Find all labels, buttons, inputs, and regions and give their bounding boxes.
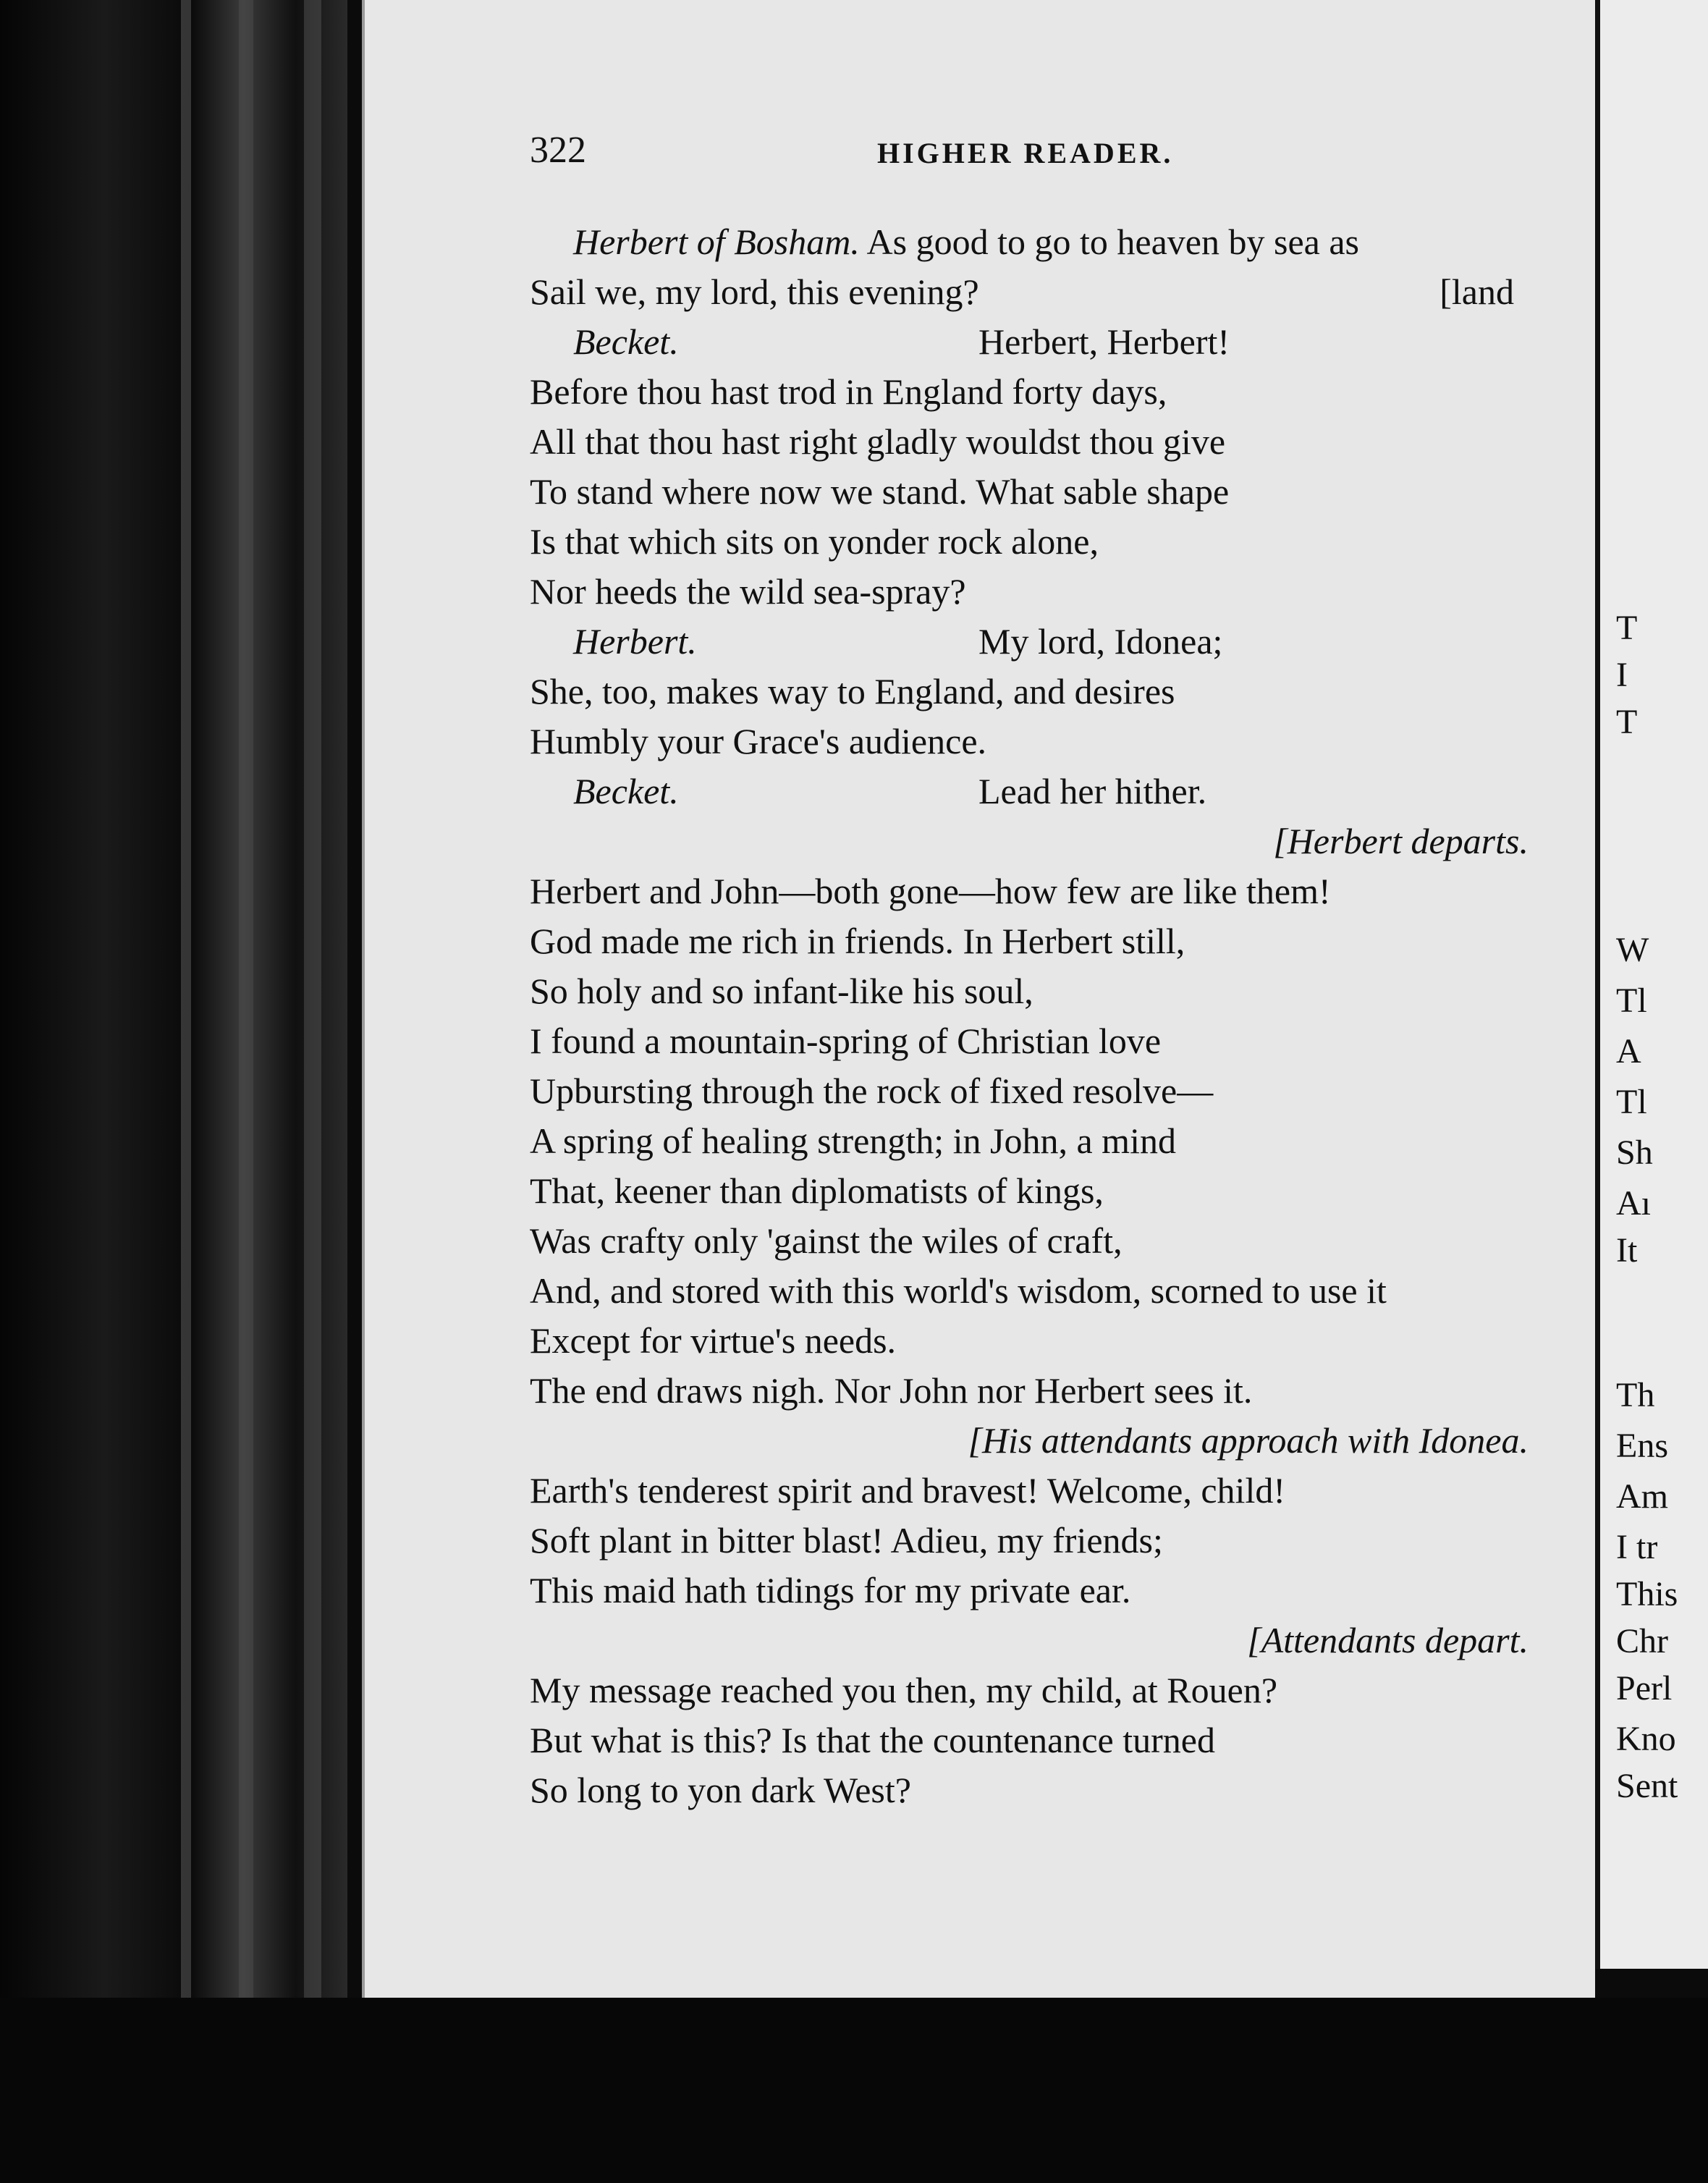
running-head: HIGHER READER. xyxy=(877,137,1174,169)
binding-edge xyxy=(239,0,253,2183)
verse-line: To stand where now we stand. What sable shape xyxy=(530,471,1230,512)
speech-line xyxy=(530,217,1543,267)
book-binding xyxy=(0,0,347,2183)
verse-line: But what is this? Is that the countenance turned xyxy=(530,1720,1215,1760)
verse-line: This maid hath tidings for my private ear. xyxy=(530,1570,1131,1610)
verse-line: My message reached you then, my child, at Rouen? xyxy=(530,1670,1278,1710)
speech-line xyxy=(530,317,1543,367)
drama-text xyxy=(530,217,1543,1815)
verse-text: Herbert, Herbert! xyxy=(978,321,1230,362)
verse-line: That, keener than diplomatists of kings, xyxy=(530,1170,1104,1211)
verse-line: Humbly your Grace's audience. xyxy=(530,721,987,761)
verse-line: All that thou hast right gladly wouldst thou give xyxy=(530,421,1226,462)
facing-page-text-fragment: Chr xyxy=(1616,1622,1668,1660)
facing-page-text-fragment: Tl xyxy=(1616,981,1647,1020)
binding-edge xyxy=(304,0,321,2183)
verse-line: So long to yon dark West? xyxy=(530,1770,911,1810)
verse-line: Before thou hast trod in England forty days, xyxy=(530,371,1167,412)
facing-page-text-fragment: T xyxy=(1616,703,1638,741)
verse-line: Except for virtue's needs. xyxy=(530,1320,897,1361)
verse-line: Is that which sits on yonder rock alone, xyxy=(530,521,1099,562)
facing-page-text-fragment: A xyxy=(1616,1032,1641,1071)
scan-background xyxy=(0,1998,1708,2183)
verse-line: The end draws nigh. Nor John nor Herbert sees it. xyxy=(530,1370,1253,1411)
verse-text: Lead her hither. xyxy=(978,771,1207,811)
binding-edge xyxy=(181,0,191,2183)
facing-page-text-fragment: Am xyxy=(1616,1477,1668,1516)
page-number: 322 xyxy=(530,130,586,171)
speaker-name: Herbert. xyxy=(573,621,697,662)
verse-line: Earth's tenderest spirit and bravest! Welcome, child! xyxy=(530,1470,1285,1511)
verse-text: Sail we, my lord, this evening? xyxy=(530,271,979,312)
verse-line: Soft plant in bitter blast! Adieu, my friends; xyxy=(530,1520,1163,1561)
facing-page-text-fragment: Ens xyxy=(1616,1427,1668,1465)
speech-line xyxy=(530,617,1543,667)
facing-page-text-fragment: W xyxy=(1616,931,1649,969)
facing-page-text-fragment: Th xyxy=(1616,1376,1655,1414)
facing-page-text-fragment: Kno xyxy=(1616,1720,1676,1758)
stage-direction: [His attendants approach with Idonea. xyxy=(968,1420,1529,1461)
stage-direction: [Attendants depart. xyxy=(1247,1620,1529,1660)
verse-line: A spring of healing strength; in John, a mind xyxy=(530,1120,1176,1161)
verse-line: So holy and so infant-like his soul, xyxy=(530,971,1033,1011)
speech-line xyxy=(530,767,1543,816)
verse-line: I found a mountain-spring of Christian love xyxy=(530,1021,1162,1061)
verse-line: Was crafty only 'gainst the wiles of craft, xyxy=(530,1220,1123,1261)
speaker-name: Becket. xyxy=(573,771,679,811)
verse-line: Nor heeds the wild sea-spray? xyxy=(530,571,966,612)
facing-page-text-fragment: Sent xyxy=(1616,1767,1678,1805)
verse-text: My lord, Idonea; xyxy=(978,621,1223,662)
facing-page-text-fragment: This xyxy=(1616,1575,1678,1613)
facing-page-text-fragment: I tr xyxy=(1616,1528,1658,1566)
facing-page-text-fragment: It xyxy=(1616,1231,1638,1270)
verse-line: She, too, makes way to England, and desires xyxy=(530,671,1175,712)
verse-line xyxy=(530,267,1543,317)
facing-page-text-fragment: Sh xyxy=(1616,1133,1653,1172)
verse-line: God made me rich in friends. In Herbert still, xyxy=(530,921,1185,961)
verse-line: Upbursting through the rock of fixed resolve— xyxy=(530,1071,1214,1111)
stage-direction: [Herbert departs. xyxy=(1273,821,1529,861)
verse-line: Herbert and John—both gone—how few are like them! xyxy=(530,871,1331,911)
facing-page-text-fragment: Perl xyxy=(1616,1669,1673,1707)
facing-page-sliver xyxy=(1596,0,1708,1969)
verse-text: As good to go to heaven by sea as xyxy=(859,221,1359,262)
facing-page-text-fragment: I xyxy=(1616,656,1628,694)
turnover-word: [land xyxy=(1439,271,1514,312)
facing-page-text-fragment: T xyxy=(1616,609,1638,647)
facing-page-text-fragment: Aı xyxy=(1616,1184,1651,1223)
page-header xyxy=(530,129,1586,180)
facing-page-text-fragment: Tl xyxy=(1616,1083,1647,1121)
speaker-name: Herbert of Bosham. xyxy=(573,221,860,262)
verse-line: And, and stored with this world's wisdom, scorned to use it xyxy=(530,1270,1387,1311)
speaker-name: Becket. xyxy=(573,321,679,362)
